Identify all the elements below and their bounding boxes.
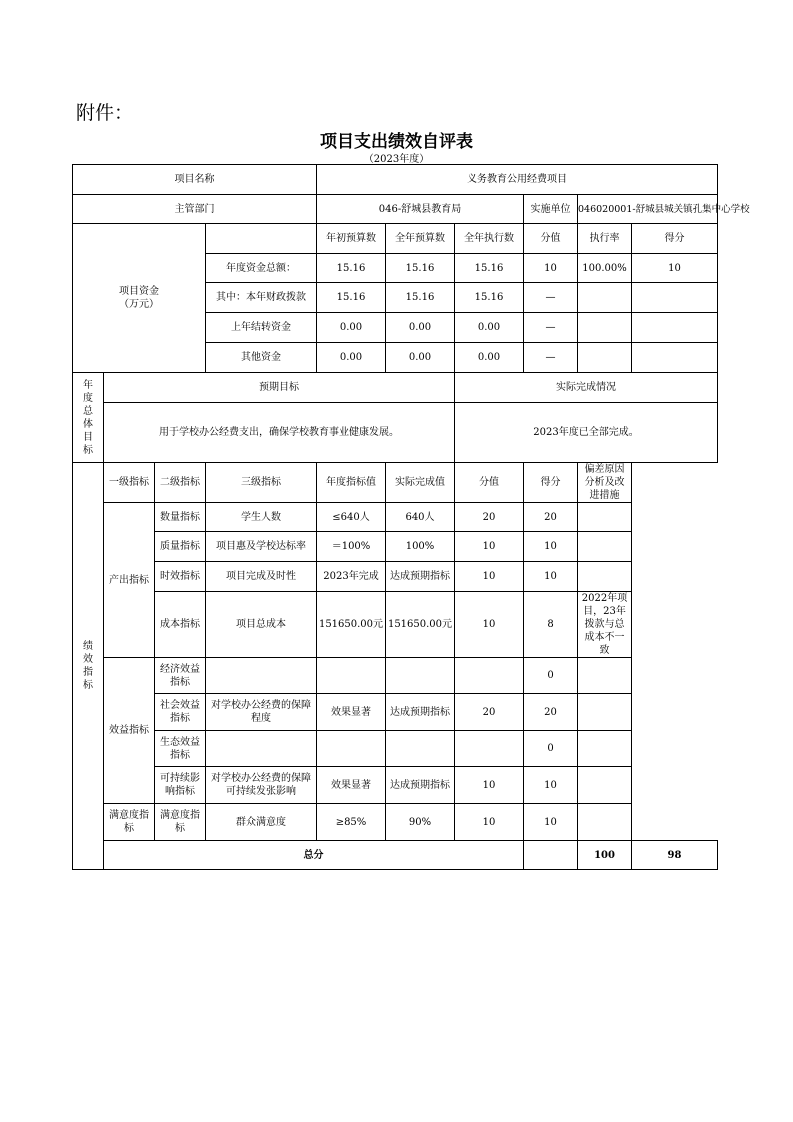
perf-score: 10	[524, 532, 578, 562]
funds-score	[632, 313, 718, 343]
goals-expected-text: 用于学校办公经费支出，确保学校教育事业健康发展。	[104, 403, 455, 463]
perf-header-actual: 实际完成值	[386, 463, 455, 503]
perf-header-deviation: 偏差原因分析及改进措施	[578, 463, 632, 503]
funds-row-label: 其中：本年财政拨款	[206, 283, 317, 313]
perf-score-value: 20	[455, 503, 524, 532]
perf-target: 151650.00元	[317, 592, 386, 658]
perf-label-char: 指	[83, 667, 93, 678]
perf-score: 20	[524, 503, 578, 532]
perf-label-char: 标	[83, 680, 93, 691]
perf-score-value: 10	[455, 804, 524, 841]
perf-actual: 151650.00元	[386, 592, 455, 658]
perf-target	[317, 731, 386, 767]
total-score: 98	[632, 841, 718, 870]
funds-annual: 0.00	[386, 313, 455, 343]
perf-actual	[386, 658, 455, 694]
perf-header-score-value: 分值	[455, 463, 524, 503]
project-name-value: 义务教育公用经费项目	[317, 165, 718, 195]
funds-label-unit: （万元）	[119, 299, 159, 310]
perf-score-value	[455, 658, 524, 694]
total-score-value: 100	[578, 841, 632, 870]
funds-col-rate: 执行率	[578, 224, 632, 254]
funds-rate	[578, 283, 632, 313]
funds-executed: 0.00	[455, 313, 524, 343]
funds-rate: 100.00%	[578, 254, 632, 283]
funds-rate	[578, 343, 632, 373]
goals-actual-header: 实际完成情况	[455, 373, 718, 403]
perf-level3: 对学校办公经费的保障程度	[206, 694, 317, 731]
perf-score: 0	[524, 658, 578, 694]
perf-deviation	[578, 658, 632, 694]
perf-score: 0	[524, 731, 578, 767]
perf-score-value	[455, 731, 524, 767]
perf-actual	[386, 731, 455, 767]
perf-header-level3: 三级指标	[206, 463, 317, 503]
project-name-label: 项目名称	[73, 165, 317, 195]
output-indicator-label: 产出指标	[104, 503, 155, 658]
unit-value: 046020001-舒城县城关镇孔集中心学校	[578, 195, 718, 224]
perf-level2: 成本指标	[155, 592, 206, 658]
perf-score: 20	[524, 694, 578, 731]
goals-label-char: 度	[83, 392, 93, 404]
perf-level3	[206, 731, 317, 767]
funds-row-label: 上年结转资金	[206, 313, 317, 343]
perf-deviation	[578, 503, 632, 532]
year-subtitle: （2023年度）	[363, 154, 430, 165]
goals-label-char: 目	[83, 431, 93, 443]
dept-row	[73, 195, 718, 224]
perf-level2: 经济效益指标	[155, 658, 206, 694]
attachment-label: 附件：	[76, 102, 134, 124]
perf-deviation	[578, 731, 632, 767]
funds-executed: 0.00	[455, 343, 524, 373]
perf-level3: 项目总成本	[206, 592, 317, 658]
dept-label: 主管部门	[73, 195, 317, 224]
perf-row	[73, 532, 718, 562]
perf-score-value: 10	[455, 562, 524, 592]
perf-row	[73, 767, 718, 804]
funds-initial: 0.00	[317, 343, 386, 373]
perf-row	[73, 592, 718, 658]
funds-initial: 15.16	[317, 283, 386, 313]
perf-row	[73, 658, 718, 694]
funds-row-label: 年度资金总额：	[206, 254, 317, 283]
perf-target: 2023年完成	[317, 562, 386, 592]
perf-score: 10	[524, 804, 578, 841]
perf-score: 10	[524, 767, 578, 804]
page-title: 项目支出绩效自评表	[320, 132, 473, 152]
perf-level2: 生态效益指标	[155, 731, 206, 767]
perf-score-value: 10	[455, 532, 524, 562]
perf-target	[317, 658, 386, 694]
funds-annual: 15.16	[386, 254, 455, 283]
perf-level2: 可持续影响指标	[155, 767, 206, 804]
perf-header-target: 年度指标值	[317, 463, 386, 503]
perf-row	[73, 804, 718, 841]
total-row	[73, 841, 718, 870]
goals-content-row	[73, 403, 718, 463]
funds-executed: 15.16	[455, 283, 524, 313]
perf-target: ≤640人	[317, 503, 386, 532]
perf-deviation: 2022年项目，23年拨款与总成本不一致	[578, 592, 632, 658]
total-blank	[524, 841, 578, 870]
perf-level3: 群众满意度	[206, 804, 317, 841]
funds-header-row	[73, 224, 718, 254]
perf-score-value: 20	[455, 694, 524, 731]
perf-row	[73, 562, 718, 592]
satisfaction-indicator-label: 满意度指标	[104, 804, 155, 841]
perf-actual: 90%	[386, 804, 455, 841]
perf-score-value: 10	[455, 767, 524, 804]
funds-score-value: —	[524, 343, 578, 373]
perf-label-char: 效	[83, 654, 93, 665]
goals-actual-text: 2023年度已全部完成。	[455, 403, 718, 463]
perf-deviation	[578, 767, 632, 804]
perf-level3: 项目惠及学校达标率	[206, 532, 317, 562]
perf-level2: 质量指标	[155, 532, 206, 562]
funds-score-value: 10	[524, 254, 578, 283]
perf-actual: 达成预期指标	[386, 694, 455, 731]
perf-level3: 项目完成及时性	[206, 562, 317, 592]
perf-target: 效果显著	[317, 694, 386, 731]
perf-score: 10	[524, 562, 578, 592]
funds-rate	[578, 313, 632, 343]
perf-level2: 社会效益指标	[155, 694, 206, 731]
perf-row	[73, 731, 718, 767]
perf-header-row	[73, 463, 718, 503]
perf-deviation	[578, 694, 632, 731]
perf-score-value: 10	[455, 592, 524, 658]
perf-deviation	[578, 532, 632, 562]
perf-header-level2: 二级指标	[155, 463, 206, 503]
funds-score	[632, 343, 718, 373]
perf-level3: 学生人数	[206, 503, 317, 532]
perf-actual: 100%	[386, 532, 455, 562]
perf-label-char: 绩	[83, 641, 93, 652]
perf-level2: 时效指标	[155, 562, 206, 592]
funds-col-initial: 年初预算数	[317, 224, 386, 254]
benefit-indicator-label: 效益指标	[104, 658, 155, 804]
dept-value: 046-舒城县教育局	[317, 195, 524, 224]
perf-header-level1: 一级指标	[104, 463, 155, 503]
perf-actual: 达成预期指标	[386, 767, 455, 804]
funds-label-main: 项目资金	[119, 286, 159, 297]
funds-row-label: 其他资金	[206, 343, 317, 373]
perf-deviation	[578, 562, 632, 592]
goals-label-char: 体	[83, 418, 93, 430]
funds-col-score: 得分	[632, 224, 718, 254]
unit-label: 实施单位	[524, 195, 578, 224]
perf-row	[73, 503, 718, 532]
goals-label-char: 年	[83, 379, 93, 391]
perf-actual: 达成预期指标	[386, 562, 455, 592]
perf-level2: 满意度指标	[155, 804, 206, 841]
project-name-row	[73, 165, 718, 195]
funds-initial: 0.00	[317, 313, 386, 343]
perf-header-score: 得分	[524, 463, 578, 503]
goals-expected-header: 预期目标	[104, 373, 455, 403]
perf-label	[73, 463, 104, 870]
funds-initial: 15.16	[317, 254, 386, 283]
perf-target: ＝100%	[317, 532, 386, 562]
funds-annual: 0.00	[386, 343, 455, 373]
perf-level3	[206, 658, 317, 694]
perf-target: ≥85%	[317, 804, 386, 841]
funds-col-executed: 全年执行数	[455, 224, 524, 254]
evaluation-table	[72, 164, 750, 870]
perf-deviation	[578, 804, 632, 841]
funds-col-annual: 全年预算数	[386, 224, 455, 254]
funds-score	[632, 283, 718, 313]
perf-target: 效果显著	[317, 767, 386, 804]
perf-level2: 数量指标	[155, 503, 206, 532]
funds-executed: 15.16	[455, 254, 524, 283]
goals-label-char: 标	[83, 444, 93, 456]
perf-row	[73, 694, 718, 731]
goals-label	[73, 373, 104, 463]
funds-annual: 15.16	[386, 283, 455, 313]
funds-label	[73, 224, 206, 373]
funds-score-value: —	[524, 313, 578, 343]
funds-header-blank	[206, 224, 317, 254]
funds-score-value: —	[524, 283, 578, 313]
goals-header-row	[73, 373, 718, 403]
perf-level3: 对学校办公经费的保障可持续发张影响	[206, 767, 317, 804]
goals-label-char: 总	[83, 405, 93, 417]
perf-actual: 640人	[386, 503, 455, 532]
funds-col-score-value: 分值	[524, 224, 578, 254]
funds-score: 10	[632, 254, 718, 283]
total-label: 总分	[104, 841, 524, 870]
perf-score: 8	[524, 592, 578, 658]
